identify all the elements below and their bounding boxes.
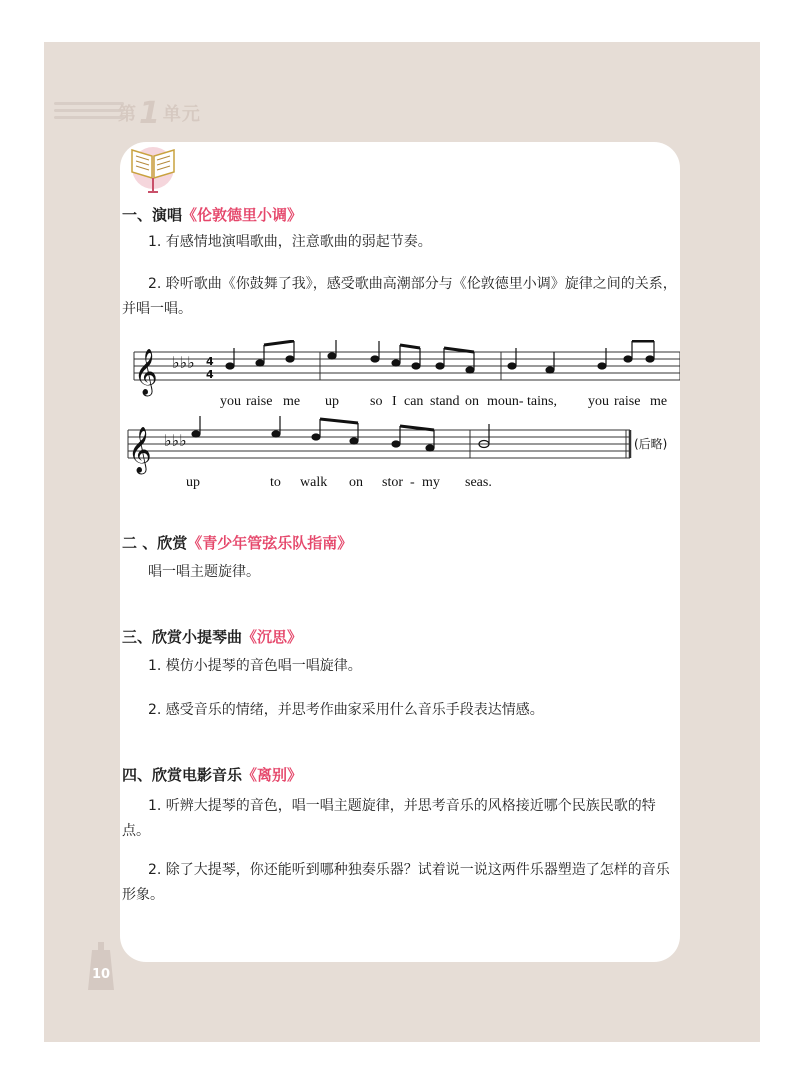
svg-text:up: up (186, 475, 200, 490)
notes-line-1 (226, 340, 654, 373)
svg-text:can: can (404, 394, 424, 409)
section-2-item-1: 唱一唱主题旋律。 (148, 564, 260, 580)
svg-text:you: you (588, 394, 609, 409)
open-book-icon (128, 140, 178, 194)
svg-text:raise: raise (246, 394, 273, 409)
svg-text:walk: walk (300, 475, 328, 490)
svg-text:up: up (325, 394, 339, 409)
time-signature-top: 4 (206, 355, 214, 368)
section-1-item-1: 1. 有感情地演唱歌曲，注意歌曲的弱起节奏。 (148, 234, 432, 250)
svg-text:moun-: moun- (487, 394, 524, 409)
svg-text:on: on (465, 394, 479, 409)
lyrics-line-2 (186, 475, 492, 490)
flat-signs-1: ♭♭♭ (172, 353, 195, 372)
svg-text:so: so (370, 394, 383, 409)
section-2-title: 二 、欣赏《青少年管弦乐队指南》 (122, 534, 353, 552)
section-3-title: 三、欣赏小提琴曲《沉思》 (122, 628, 303, 646)
treble-clef-2: 𝄞 (128, 427, 152, 473)
svg-text:raise: raise (614, 394, 641, 409)
lyrics-line-1 (220, 394, 667, 409)
staff-2 (128, 430, 630, 458)
unit-title: 第1 单元 (118, 96, 201, 131)
unit-header (54, 92, 254, 132)
page-number: 10 (91, 967, 111, 982)
header-decoration (54, 102, 124, 124)
svg-text:to: to (270, 475, 281, 490)
treble-clef-1: 𝄞 (134, 349, 158, 395)
svg-text:stand: stand (430, 394, 460, 409)
svg-text:stor: stor (382, 475, 403, 490)
flat-signs-2: ♭♭♭ (164, 431, 187, 450)
section-4-title: 四、欣赏电影音乐《离别》 (122, 766, 303, 784)
svg-text:me: me (283, 394, 301, 409)
section-1-title: 一、演唱《伦敦德里小调》 (122, 206, 303, 224)
svg-text:on: on (349, 475, 363, 490)
ending-note: (后略) (634, 437, 668, 451)
section-3-item-2: 2. 感受音乐的情绪，并思考作曲家采用什么音乐手段表达情感。 (148, 702, 544, 718)
svg-text:I: I (392, 394, 397, 409)
notes-line-2 (192, 416, 489, 451)
page-number-badge (88, 940, 114, 992)
svg-text:seas.: seas. (465, 475, 492, 490)
svg-text:my: my (422, 475, 440, 490)
section-4-item-1: 1. 听辨大提琴的音色，唱一唱主题旋律，并思考音乐的风格接近哪个民族民歌的特点。 (122, 798, 656, 839)
section-3-item-1: 1. 模仿小提琴的音色唱一唱旋律。 (148, 658, 362, 674)
music-score (120, 340, 680, 510)
section-4-item-2: 2. 除了大提琴，你还能听到哪种独奏乐器？试着说一说这两件乐器塑造了怎样的音乐形象。 (122, 862, 670, 903)
svg-text:-: - (410, 475, 415, 490)
section-1-item-2: 2. 聆听歌曲《你鼓舞了我》，感受歌曲高潮部分与《伦敦德里小调》旋律之间的关系，并唱一唱。 (122, 276, 677, 317)
svg-text:tains,: tains, (527, 394, 557, 409)
time-signature-bottom: 4 (206, 368, 214, 381)
svg-text:you: you (220, 394, 241, 409)
svg-text:me: me (650, 394, 668, 409)
